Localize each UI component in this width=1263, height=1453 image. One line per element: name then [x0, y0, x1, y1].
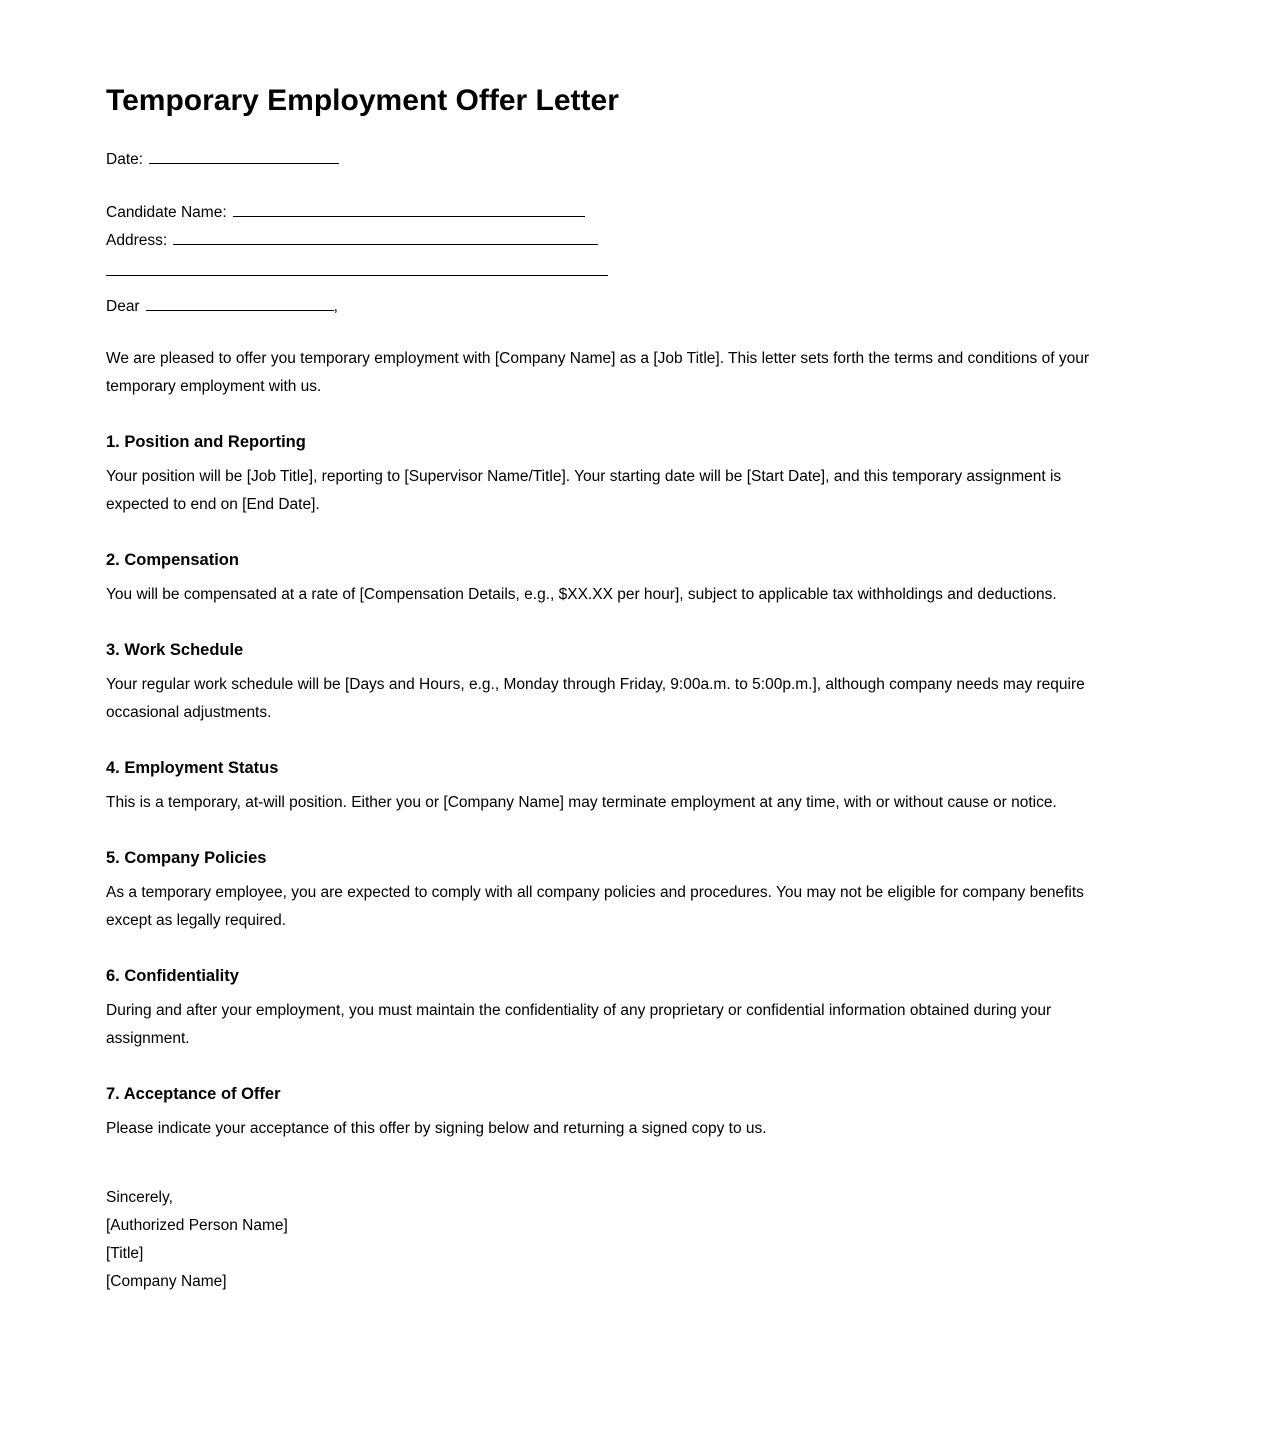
- address-second-line-row: [106, 258, 1123, 286]
- candidate-name-blank-line: [233, 202, 585, 217]
- salutation-row: [106, 293, 1123, 321]
- section-3-body: Your regular work schedule will be [Days and Hours, e.g., Monday through Friday, 9:00a.m. to 5:00p.m.], although company needs may require occasional adjustments.: [106, 676, 1085, 721]
- date-field-row: [106, 146, 1123, 174]
- section-6-body: During and after your employment, you must maintain the confidentiality of any proprietary or confidential information obtained during your assignment.: [106, 1002, 1052, 1047]
- section-employment-status: [106, 754, 1123, 817]
- address-blank-line-2: [106, 261, 608, 276]
- section-confidentiality: [106, 962, 1123, 1053]
- section-5-heading: 5. Company Policies: [106, 849, 267, 867]
- section-2-body: You will be compensated at a rate of [Compensation Details, e.g., $XX.XX per hour], subject to applicable tax withholdings and deductions.: [106, 586, 1057, 603]
- section-company-policies: [106, 844, 1123, 935]
- closing-title: [Title]: [106, 1245, 144, 1262]
- section-1-body: Your position will be [Job Title], reporting to [Supervisor Name/Title]. Your starting date will be [Start Date], and this temporary assignment is expected to end on [End Date].: [106, 468, 1062, 513]
- section-2-heading: 2. Compensation: [106, 551, 239, 569]
- closing-block: [106, 1184, 1123, 1296]
- section-compensation: [106, 546, 1123, 609]
- address-label: Address:: [106, 232, 168, 249]
- salutation-blank-line: [146, 296, 334, 311]
- recipient-field-group: [106, 199, 1123, 286]
- intro-paragraph: We are pleased to offer you temporary employment with [Company Name] as a [Job Title]. This letter sets forth the terms and conditions of your temporary employment with us.: [106, 350, 1089, 395]
- section-7-body: Please indicate your acceptance of this offer by signing below and returning a signed copy to us.: [106, 1120, 767, 1137]
- candidate-name-label: Candidate Name:: [106, 204, 227, 221]
- address-blank-line: [173, 230, 598, 245]
- section-6-heading: 6. Confidentiality: [106, 967, 239, 985]
- section-7-heading: 7. Acceptance of Offer: [106, 1085, 281, 1103]
- salutation-prefix: Dear: [106, 298, 140, 315]
- section-position-and-reporting: [106, 428, 1123, 519]
- section-1-heading: 1. Position and Reporting: [106, 433, 306, 451]
- section-4-body: This is a temporary, at-will position. Either you or [Company Name] may terminate employment at any time, with or without cause or notice.: [106, 794, 1057, 811]
- section-4-heading: 4. Employment Status: [106, 759, 279, 777]
- section-5-body: As a temporary employee, you are expected to comply with all company policies and procedures. You may not be eligible for company benefits except as legally required.: [106, 884, 1084, 929]
- closing-sincerely: Sincerely,: [106, 1189, 173, 1206]
- section-acceptance-of-offer: [106, 1080, 1123, 1143]
- candidate-name-field-row: [106, 199, 1123, 227]
- salutation-suffix: ,: [333, 298, 338, 315]
- document-title: Temporary Employment Offer Letter: [106, 84, 619, 117]
- address-field-row: [106, 227, 1123, 255]
- closing-company-name: [Company Name]: [106, 1273, 227, 1290]
- section-3-heading: 3. Work Schedule: [106, 641, 244, 659]
- closing-authorized-person: [Authorized Person Name]: [106, 1217, 288, 1234]
- section-work-schedule: [106, 636, 1123, 727]
- date-blank-line: [149, 149, 339, 164]
- date-label: Date:: [106, 151, 144, 168]
